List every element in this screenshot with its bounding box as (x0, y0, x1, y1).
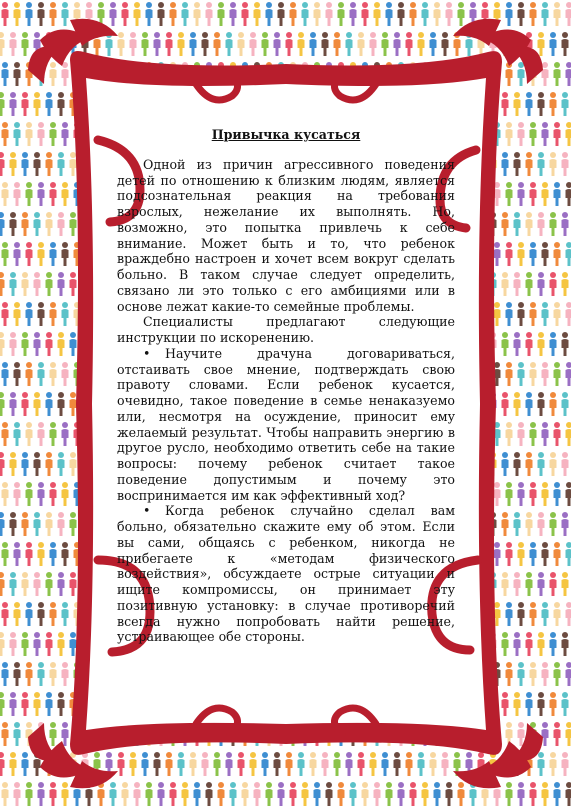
bullet-symbol: • (143, 503, 151, 519)
article (117, 127, 455, 645)
article-paragraph-1: Одной из причин агрессивного поведения детей по отношению к близким людям, является подсознательная реакция на требования взрослых, нежелание их выполнять. Но, возможно, это попытка привлечь к себе внимание. Может быть и то, что ребенок враждебно настроен и хочет всем вокруг сделать больно. В таком случае следует определить, связано ли это только с его амбициями или в основе лежат какие-то семейные проблемы. (117, 156, 455, 314)
article-title: Привычка кусаться (211, 127, 361, 142)
article-paragraph-2: Специалисты предлагают следующие инструкции по искоренению. (117, 314, 455, 345)
bullet-item-1 (117, 346, 455, 504)
bullet-symbol: • (143, 345, 151, 361)
bullet-text-1: Научите драчуна договариваться, отстаивать свое мнение, подтверждать свою правоту словами. Если ребенок кусается, очевидно, такое поведение в семье ненаказуемо или, несмотря на осуждение, приносит ему желаемый результат. Чтобы направить энергию в другое русло, необходимо ответить себе на такие вопросы: почему ребенок считает такое поведение допустимым и почему это воспринимается им как эффективный ход? (117, 345, 455, 503)
bullet-item-2 (117, 503, 455, 645)
bullet-text-2: Когда ребенок случайно сделал вам больно, обязательно скажите ему об этом. Если вы сами, общаясь с ребенком, никогда не прибегаете к «методам физического воздействия», обсуждаете острые ситуации и ищите компромиссы, он принимает эту позитивную установку: в случае противоречий всегда нужно попробовать найти решение, устраивающее обе стороны. (117, 503, 455, 645)
